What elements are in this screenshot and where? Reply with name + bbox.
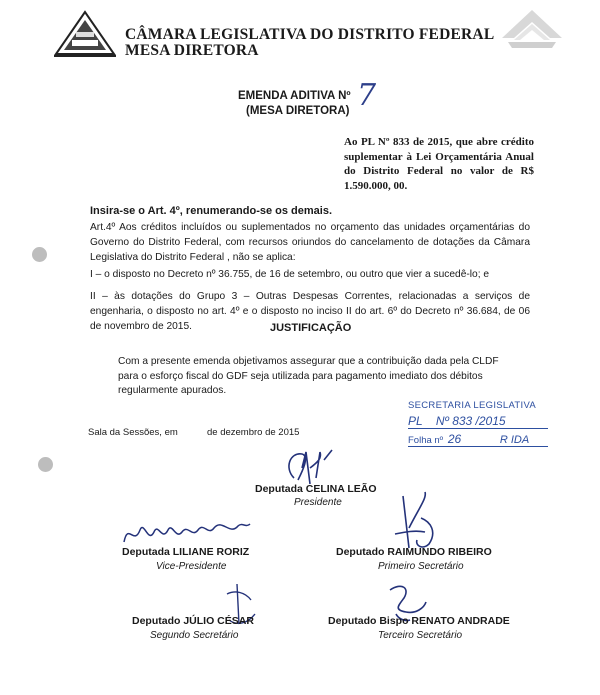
signatory-role-julio: Segundo Secretário — [150, 630, 239, 641]
signatory-name-renato: Deputado Bispo RENATO ANDRADE — [328, 615, 510, 627]
item-ii-paragraph: II – às dotações do Grupo 3 – Outras Despesas Correntes, relacionadas a serviços de engenharia, o disposto no art. 4º e o disposto no inciso II do art. 6º do Decreto nº 36.684, de 06 de novembro de 2015. — [90, 291, 530, 332]
signatory-role-celina: Presidente — [294, 497, 342, 508]
instruction-line: Insira-se o Art. 4º, renumerando-se os demais. — [90, 205, 333, 217]
protocol-stamp — [408, 400, 548, 447]
justification-text: Com a presente emenda objetivamos assegurar que a contribuição dada pela CLDF para o esforço fiscal do GDF seja utilizada para pagamento imediato dos débitos regularmente apurados. — [118, 356, 499, 396]
amendment-subtitle: (MESA DIRETORA) — [246, 105, 350, 117]
stamp-pl-value: Nº 833 /2015 — [435, 414, 506, 428]
binder-hole — [32, 247, 47, 262]
justification-heading: JUSTIFICAÇÃO — [270, 322, 352, 334]
session-place: Sala da Sessões, em — [88, 427, 178, 438]
signatory-role-renato: Terceiro Secretário — [378, 630, 463, 641]
signatory-name-celina: Deputada CELINA LEÃO — [255, 483, 377, 495]
chevron-brand-logo — [500, 8, 564, 56]
stamp-folha-label: Folha nº — [408, 435, 444, 446]
header-institution: CÂMARA LEGISLATIVA DO DISTRITO FEDERAL — [125, 26, 495, 43]
signatory-role-liliane: Vice-Presidente — [156, 561, 227, 572]
signatory-name-julio: Deputado JÚLIO CÉSAR — [132, 615, 254, 627]
amendment-title: EMENDA ADITIVA Nº — [238, 90, 351, 102]
item-i-paragraph: I – o disposto no Decreto nº 36.755, de 16 de setembro, ou outro que vier a sucedê-lo; e — [90, 269, 490, 280]
amendment-number-handwritten: 7 — [357, 78, 377, 113]
stamp-rubrica: R IDA — [499, 434, 530, 446]
stamp-pl-label: PL — [408, 414, 423, 428]
ementa: Ao PL Nº 833 de 2015, que abre crédito suplementar à Lei Orçamentária Anual do Distrito Federal no valor de R$ 1.590.000, 00. — [344, 136, 534, 192]
binder-hole — [38, 457, 53, 472]
stamp-folha-value: 26 — [447, 432, 462, 446]
signatory-role-raimundo: Primeiro Secretário — [378, 561, 464, 572]
cldf-emblem-logo — [52, 10, 118, 60]
session-date: de dezembro de 2015 — [207, 427, 300, 438]
stamp-title: SECRETARIA LEGISLATIVA — [408, 400, 537, 411]
signatory-name-liliane: Deputada LILIANE RORIZ — [122, 546, 250, 558]
article-paragraph: Art.4º Aos créditos incluídos ou suplementados no orçamento das unidades orçamentárias do Governo do Distrito Federal, com recursos oriundos do cancelamento de dotações da Câmara Legislativa do Distrito Federal , não se aplica: — [90, 222, 530, 263]
signatory-name-raimundo: Deputado RAIMUNDO RIBEIRO — [336, 546, 492, 558]
header-mesa-diretora: MESA DIRETORA — [125, 42, 259, 59]
